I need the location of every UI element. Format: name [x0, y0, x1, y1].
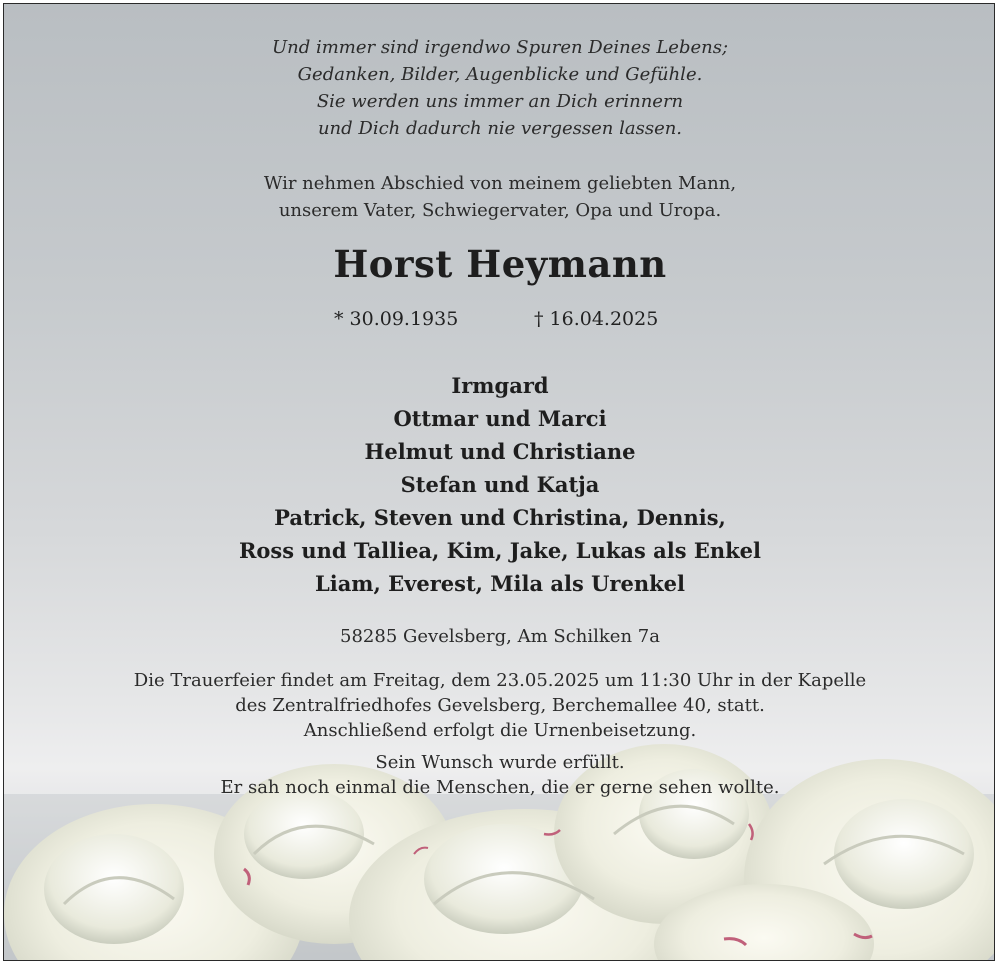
poem-line: und Dich dadurch nie vergessen lassen. — [317, 118, 683, 139]
birth-date: * 30.09.1935 — [334, 308, 459, 330]
intro-line: unserem Vater, Schwiegervater, Opa und Uropa. — [278, 200, 722, 221]
farewell-intro — [4, 170, 995, 224]
closing-line: Er sah noch einmal die Menschen, die er gerne sehen wollte. — [220, 777, 780, 798]
ceremony-line: des Zentralfriedhofes Gevelsberg, Berchemallee 40, statt. — [235, 695, 765, 716]
family-list — [4, 369, 995, 600]
family-line: Patrick, Steven und Christina, Dennis, — [274, 505, 726, 530]
closing-note — [4, 750, 995, 800]
ceremony-line: Anschließend erfolgt die Urnenbeisetzung. — [303, 720, 697, 741]
poem-line: Und immer sind irgendwo Spuren Deines Lebens; — [271, 37, 729, 58]
address: 58285 Gevelsberg, Am Schilken 7a — [340, 626, 660, 647]
ceremony-info — [4, 668, 995, 743]
family-line: Ottmar und Marci — [393, 406, 607, 431]
family-line: Irmgard — [451, 373, 549, 398]
poem-line: Gedanken, Bilder, Augenblicke und Gefühle. — [297, 64, 703, 85]
deceased-name: Horst Heymann — [333, 242, 667, 286]
family-line: Ross und Talliea, Kim, Jake, Lukas als Enkel — [238, 538, 762, 563]
ceremony-line: Die Trauerfeier findet am Freitag, dem 23.05.2025 um 11:30 Uhr in der Kapelle — [133, 670, 867, 691]
family-line: Helmut und Christiane — [364, 439, 636, 464]
death-date: † 16.04.2025 — [534, 308, 659, 330]
closing-line: Sein Wunsch wurde erfüllt. — [375, 752, 625, 773]
family-line: Stefan und Katja — [400, 472, 600, 497]
obituary-card — [3, 3, 995, 961]
poem-line: Sie werden uns immer an Dich erinnern — [316, 91, 684, 112]
poem — [4, 34, 995, 142]
family-line: Liam, Everest, Mila als Urenkel — [314, 571, 686, 596]
intro-line: Wir nehmen Abschied von meinem geliebten Mann, — [263, 173, 737, 194]
